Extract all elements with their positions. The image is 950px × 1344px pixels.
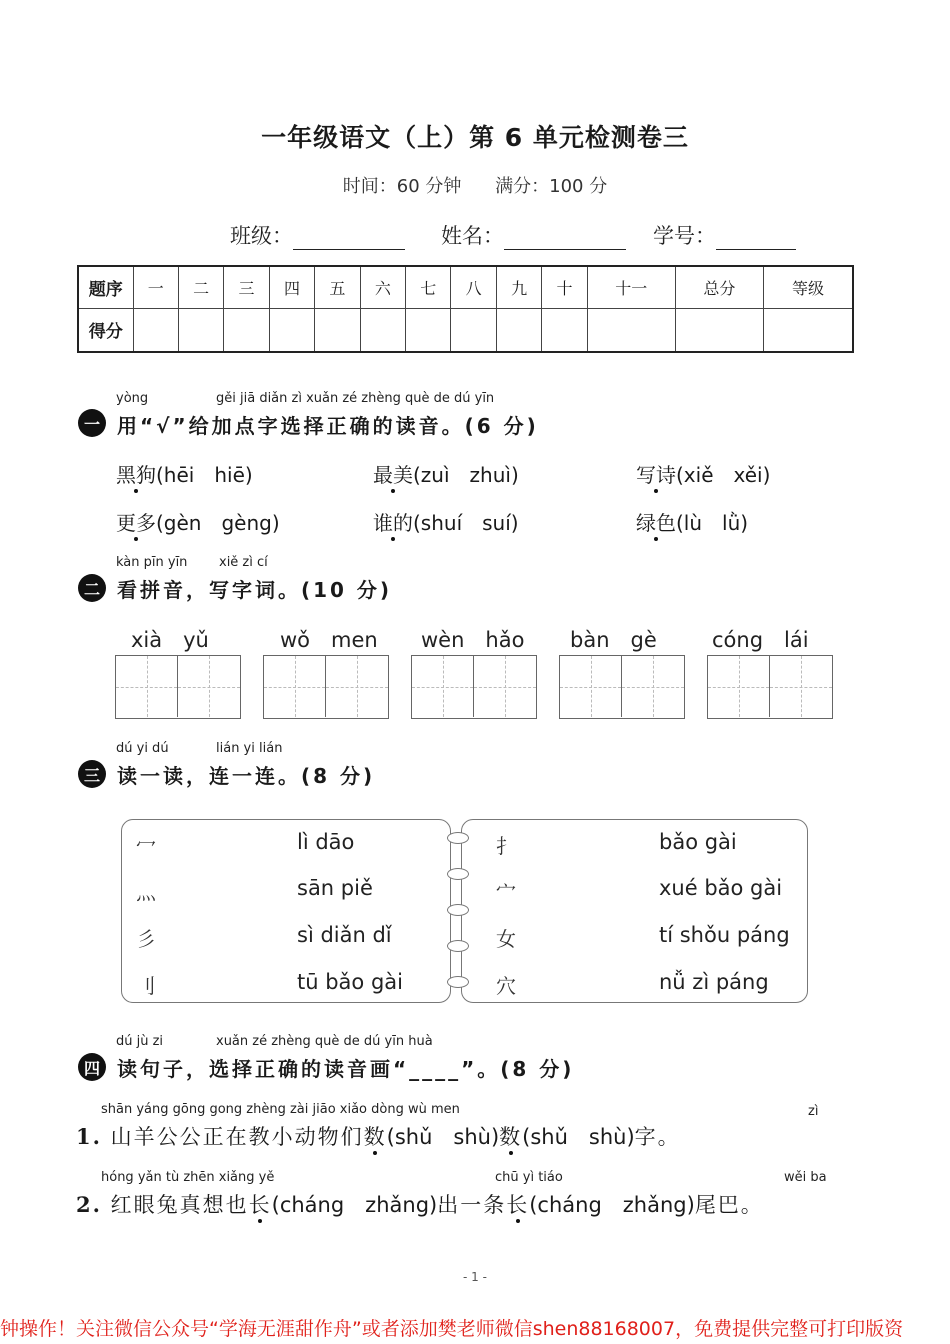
radical[interactable]: 冖 xyxy=(136,834,156,858)
score-cell[interactable] xyxy=(496,308,541,352)
q2-badge: 二 xyxy=(78,574,106,602)
radical-name[interactable]: sì diǎn dǐ xyxy=(297,923,392,947)
q1-options: (gèn gèng) xyxy=(156,511,280,535)
score-table xyxy=(77,265,854,353)
radical-name[interactable]: xué bǎo gài xyxy=(659,876,783,900)
q1-word: 谁的 xyxy=(373,511,413,535)
q2-word-pinyin: cóng lái xyxy=(712,628,809,652)
class-field[interactable] xyxy=(230,220,405,250)
q2-pinyin-2: xiě zì cí xyxy=(219,555,268,570)
id-label: 学号： xyxy=(653,224,716,248)
grid-cell[interactable] xyxy=(770,656,832,717)
page-number: - 1 - xyxy=(463,1270,487,1284)
s2-end: 尾巴。 xyxy=(694,1193,764,1217)
q1-badge: 一 xyxy=(78,409,106,437)
s2-pinyin-1: hóng yǎn tù zhēn xiǎng yě xyxy=(101,1170,275,1185)
col-header: 二 xyxy=(178,266,223,308)
q1-item[interactable] xyxy=(373,507,519,536)
s2-word-1: 长 xyxy=(248,1193,272,1217)
col-header: 五 xyxy=(315,266,360,308)
q1-word: 更多 xyxy=(116,511,156,535)
q1-word: 最美 xyxy=(373,463,413,487)
q3-pinyin-2: lián yi lián xyxy=(216,741,283,756)
grid-cell[interactable] xyxy=(560,656,622,717)
col-header: 三 xyxy=(224,266,269,308)
grid-cell[interactable] xyxy=(264,656,326,717)
score-cell[interactable] xyxy=(178,308,223,352)
score-cell[interactable] xyxy=(406,308,451,352)
q1-options: (zuì zhuì) xyxy=(413,463,519,487)
score-cell[interactable] xyxy=(269,308,314,352)
score-cell[interactable] xyxy=(542,308,587,352)
footer-banner: 钟操作！关注微信公众号“学海无涯甜作舟”或者添加樊老师微信shen88168007，免费提供完整可打印版资 xyxy=(0,1318,904,1340)
sentence-2[interactable] xyxy=(76,1189,764,1219)
s1-options-1[interactable]: (shǔ shù) xyxy=(386,1125,500,1149)
binder-ring xyxy=(447,868,469,880)
s2-number: 2. xyxy=(76,1192,102,1217)
writing-grid[interactable] xyxy=(115,655,241,719)
s1-pinyin: shān yáng gōng gong zhèng zài jiāo xiǎo dòng wù men xyxy=(101,1102,460,1117)
col-header: 总分 xyxy=(675,266,763,308)
radical[interactable]: 刂 xyxy=(136,974,156,998)
grid-cell[interactable] xyxy=(326,656,388,717)
id-field[interactable] xyxy=(653,220,796,250)
radical[interactable]: 穴 xyxy=(496,974,516,998)
grid-cell[interactable] xyxy=(622,656,684,717)
s2-pinyin-3: wěi ba xyxy=(784,1170,827,1185)
score-cell[interactable] xyxy=(675,308,763,352)
col-header: 一 xyxy=(133,266,178,308)
score-cell[interactable] xyxy=(224,308,269,352)
q1-item[interactable] xyxy=(636,507,748,536)
s1-end: 字。 xyxy=(634,1125,681,1149)
q1-title: 用“√”给加点字选择正确的读音。(6 分) xyxy=(117,414,539,438)
binder-ring xyxy=(447,976,469,988)
col-header: 四 xyxy=(269,266,314,308)
radical[interactable]: 女 xyxy=(496,927,516,951)
radical-name[interactable]: tí shǒu páng xyxy=(659,923,790,947)
q1-word: 写诗 xyxy=(636,463,676,487)
s1-options-2[interactable]: (shǔ shù) xyxy=(522,1125,635,1149)
class-label: 班级： xyxy=(230,224,293,248)
s2-pinyin-2: chū yì tiáo xyxy=(495,1170,563,1185)
radical-name[interactable]: lì dāo xyxy=(297,830,355,854)
col-header: 七 xyxy=(406,266,451,308)
q2-word-pinyin: wèn hǎo xyxy=(421,628,525,652)
radical-name[interactable]: bǎo gài xyxy=(659,830,737,854)
s1-word-2: 数 xyxy=(499,1125,523,1149)
s1-text: 山羊公公正在教小动物们 xyxy=(110,1125,364,1149)
radical-name[interactable]: tū bǎo gài xyxy=(297,970,403,994)
radical-name[interactable]: nǚ zì páng xyxy=(659,970,769,994)
col-header: 九 xyxy=(496,266,541,308)
id-blank[interactable] xyxy=(716,228,796,250)
name-label: 姓名： xyxy=(441,224,504,248)
q1-item[interactable] xyxy=(373,459,519,488)
q1-options: (lù lǜ) xyxy=(676,511,749,535)
grid-cell[interactable] xyxy=(412,656,474,717)
s1-word-1: 数 xyxy=(363,1125,387,1149)
writing-grid[interactable] xyxy=(411,655,537,719)
score-cell[interactable] xyxy=(360,308,405,352)
q2-title: 看拼音，写字词。(10 分) xyxy=(117,578,393,602)
score-cell[interactable] xyxy=(451,308,496,352)
q2-word-pinyin: xià yǔ xyxy=(131,628,209,652)
writing-grid[interactable] xyxy=(559,655,685,719)
name-blank[interactable] xyxy=(504,228,626,250)
radical[interactable]: 扌 xyxy=(496,834,516,858)
q2-pinyin-1: kàn pīn yīn xyxy=(116,555,188,570)
q3-pinyin-1: dú yi dú xyxy=(116,741,169,756)
q1-item[interactable] xyxy=(116,459,253,488)
col-header: 六 xyxy=(360,266,405,308)
col-header: 八 xyxy=(451,266,496,308)
binder-ring xyxy=(447,832,469,844)
binder-ring xyxy=(447,904,469,916)
row-label-score: 得分 xyxy=(78,308,133,352)
grid-cell[interactable] xyxy=(116,656,178,717)
score-table-header-row xyxy=(78,266,853,308)
exam-meta xyxy=(0,172,950,198)
binder-ring xyxy=(447,940,469,952)
q4-pinyin-2: xuǎn zé zhèng què de dú yīn huà xyxy=(216,1034,433,1049)
sentence-1[interactable] xyxy=(76,1121,681,1151)
grid-cell[interactable] xyxy=(708,656,770,717)
radical-name[interactable]: sān piě xyxy=(297,876,373,900)
q4-badge: 四 xyxy=(78,1053,106,1081)
q1-options: (hēi hiē) xyxy=(156,463,253,487)
full-score: 满分：100 分 xyxy=(495,176,608,197)
q1-pinyin-1: yòng xyxy=(116,391,149,406)
q2-word-pinyin: wǒ men xyxy=(280,628,378,652)
score-cell[interactable] xyxy=(315,308,360,352)
page-title: 一年级语文（上）第 6 单元检测卷三 xyxy=(261,123,689,152)
s2-options-1[interactable]: (cháng zhǎng) xyxy=(271,1193,438,1217)
writing-grid[interactable] xyxy=(263,655,389,719)
q1-options: (shuí suí) xyxy=(413,511,519,535)
score-cell[interactable] xyxy=(133,308,178,352)
time-limit: 时间：60 分钟 xyxy=(342,176,462,197)
q3-badge: 三 xyxy=(78,760,106,788)
row-label-order: 题序 xyxy=(78,266,133,308)
col-header: 十 xyxy=(542,266,587,308)
s1-pinyin-end: zì xyxy=(808,1104,819,1119)
q4-pinyin-1: dú jù zi xyxy=(116,1034,164,1049)
radical[interactable]: 灬 xyxy=(136,880,156,904)
grid-cell[interactable] xyxy=(474,656,536,717)
grid-cell[interactable] xyxy=(178,656,240,717)
q2-word-pinyin: bàn gè xyxy=(570,628,657,652)
col-header: 等级 xyxy=(763,266,853,308)
score-table-score-row xyxy=(78,308,853,352)
s2-text: 红眼兔真想也 xyxy=(110,1193,249,1217)
q1-pinyin-2: gěi jiā diǎn zì xuǎn zé zhèng què de dú yīn xyxy=(216,391,495,406)
s1-number: 1. xyxy=(76,1124,102,1149)
q1-item[interactable] xyxy=(116,507,280,536)
name-field[interactable] xyxy=(441,220,626,250)
q1-options: (xiě xěi) xyxy=(676,463,771,487)
writing-grid[interactable] xyxy=(707,655,833,719)
q4-title: 读句子，选择正确的读音画“____”。(8 分) xyxy=(117,1057,575,1081)
s2-mid: 出一条 xyxy=(437,1193,507,1217)
s2-word-2: 长 xyxy=(506,1193,530,1217)
score-cell[interactable] xyxy=(763,308,853,352)
col-header: 十一 xyxy=(587,266,675,308)
q3-title: 读一读，连一连。(8 分) xyxy=(117,764,376,788)
score-cell[interactable] xyxy=(587,308,675,352)
s2-options-2[interactable]: (cháng zhǎng) xyxy=(529,1193,695,1217)
radical[interactable]: 宀 xyxy=(496,880,516,904)
q1-item[interactable] xyxy=(636,459,770,488)
radical[interactable]: 彡 xyxy=(136,927,156,951)
q1-word: 绿色 xyxy=(636,511,676,535)
class-blank[interactable] xyxy=(293,228,405,250)
q1-word: 黑狗 xyxy=(116,463,156,487)
